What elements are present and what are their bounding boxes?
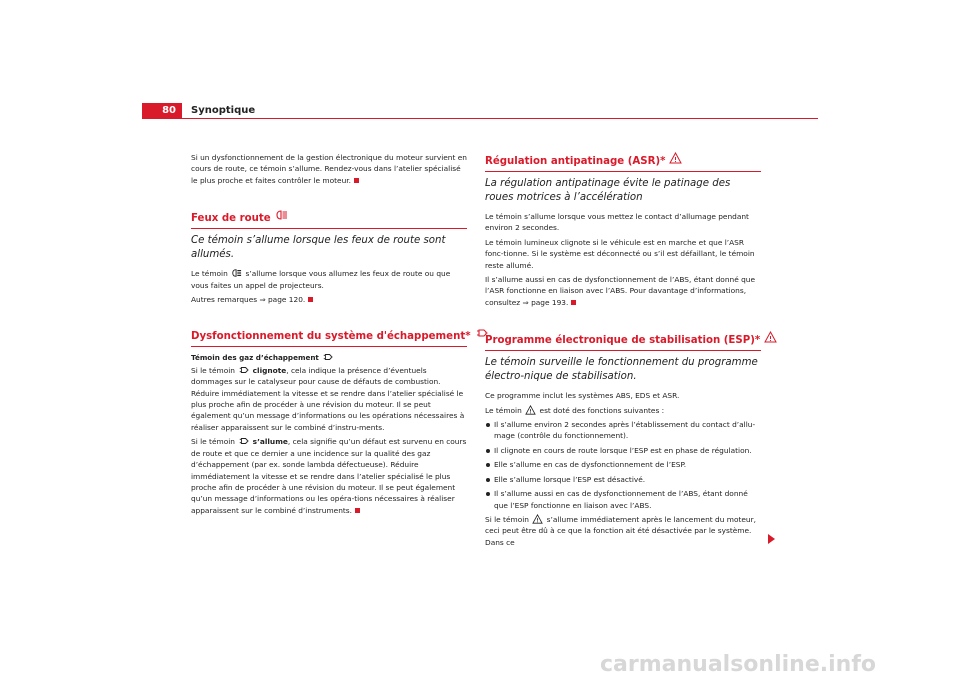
text-run: Le témoin [485,405,522,415]
asr-paragraph-3 [485,274,761,308]
text-run: est doté des fonctions suivantes : [539,405,665,415]
text-run: Si le témoin [485,514,529,524]
end-mark [308,297,313,302]
asr-heading [485,152,761,172]
esp-bullet-item: Elle s’allume lorsque l’ESP est désactivé. [485,474,761,485]
intro-paragraph [191,152,467,186]
exhaust-paragraph-1 [191,365,467,433]
esp-paragraph-2 [485,405,761,416]
stability-control-icon [532,514,543,524]
page-number: 80 [142,103,182,119]
esp-paragraph-3 [485,514,761,548]
exhaust-heading [191,327,471,347]
esp-lead: Le témoin surveille le fonctionnement du programme électro-nique de stabilisation. [485,357,758,383]
esp-bullet-item: Il clignote en cours de route lorsque l’ESP est en phase de régulation. [485,445,761,456]
esp-title: Programme électronique de stabilisation (ESP)* [485,335,761,347]
text-run: Le témoin [191,269,228,279]
running-title: Synoptique [191,105,256,116]
text-run: s’allume immédiatement après le lancement du moteur, ceci peut être dû à ce que la fonction ait été désactivée par le système. Dans ce [485,514,756,547]
stability-control-icon [764,331,777,343]
asr-paragraph-1: Le témoin s’allume lorsque vous mettez le contact d’allumage pendant environ 2 secondes. [485,212,749,233]
high-beam-paragraph-2 [191,294,467,305]
exhaust-paragraph-2 [191,436,467,516]
esp-heading [485,331,761,351]
exhaust-title: Dysfonctionnement du système d'échappement* [191,331,471,343]
text-run: Autres remarques ⇒ page 120. [191,295,306,305]
exhaust-warning-icon [322,352,333,362]
esp-bullet-item: Elle s’allume en cas de dysfonctionnement de l’ESP. [485,459,761,470]
text-run: Témoin des gaz d’échappement [191,353,319,363]
watermark: carmanualsonline.info [600,652,876,677]
end-mark [354,178,359,183]
exhaust-warning-icon [238,436,249,446]
text-run: Si le témoin [191,437,235,447]
asr-title: Régulation antipatinage (ASR)* [485,156,666,167]
header-rule [142,118,818,119]
text-run: , cela signifie qu’un défaut est survenu en cours de route et que ce dernier a une incidence sur la qualité des gaz d’échappement (par ex. sonde lambda défectueuse). Réduire immédiatement la vitesse et se rendre dans l’atelier spécialisé le plus proche afin de procéder à une révision du moteur. Il se peut également qu’un message d’informations ou les opéra-tions nécessaires à réaliser apparaissent sur le combiné d’instruments. [191,437,467,515]
left-column [191,152,471,519]
text-run: Il s’allume aussi en cas de dysfonctionnement de l’ABS, étant donné que l’ASR fonctionne en liaison avec l’ABS. Pour davantage d’informations, consultez ⇒ page 193. [485,275,756,307]
stability-control-icon [525,405,536,415]
text-run: s’allume lorsque vous allumez les feux de route ou que vous faites un appel de projecteurs. [191,269,451,290]
high-beam-title: Feux de route [191,213,271,225]
intro-text: Si un dysfonctionnement de la gestion électronique du moteur survient en cours de route, ce témoin s’allume. Rendez-vous dans l’atelier spécialisé le plus proche et faites contrôler le moteur. [191,153,467,185]
text-bold: clignote [252,365,287,375]
esp-bullet-item: Il s’allume aussi en cas de dysfonctionnement de l’ABS, étant donné que l’ESP fonctionne en liaison avec l’ABS. [485,488,761,511]
right-column [485,152,761,551]
esp-paragraph-1: Ce programme inclut les systèmes ABS, EDS et ASR. [485,391,680,401]
continue-arrow-icon [768,534,775,544]
high-beam-icon [231,268,242,278]
end-mark [355,508,360,513]
high-beam-heading [191,209,467,229]
text-run: , cela indique la présence d’éventuels dommages sur le catalyseur pour cause de défauts de combustion. Réduire immédiatement la vitesse et se rendre dans l’atelier spécialisé le plus proche afin de procéder à une révision du moteur. Il se peut également qu’un message d’informations ou les opérations nécessaires à réaliser apparaissent sur le combiné d’instru-ments. [191,365,465,432]
traction-control-icon [669,152,682,164]
esp-bullet-item: Il s’allume environ 2 secondes après l’établissement du contact d’allu-mage (contrôle du fonctionnement). [485,419,761,442]
high-beam-paragraph-1 [191,268,467,291]
high-beam-lead: Ce témoin s’allume lorsque les feux de route sont allumés. [191,235,446,261]
text-run: Si le témoin [191,365,235,375]
exhaust-warning-icon [238,365,249,375]
asr-lead: La régulation antipatinage évite le patinage des roues motrices à l’accélération [485,178,731,203]
text-bold: s’allume [252,437,288,447]
high-beam-icon [275,209,288,221]
asr-paragraph-2: Le témoin lumineux clignote si le véhicule est en marche et que l’ASR fonc-tionne. Si le système est déconnecté ou s’il est défaillant, le témoin reste allumé. [485,237,755,270]
end-mark [571,300,576,305]
exhaust-subheading [191,352,467,363]
